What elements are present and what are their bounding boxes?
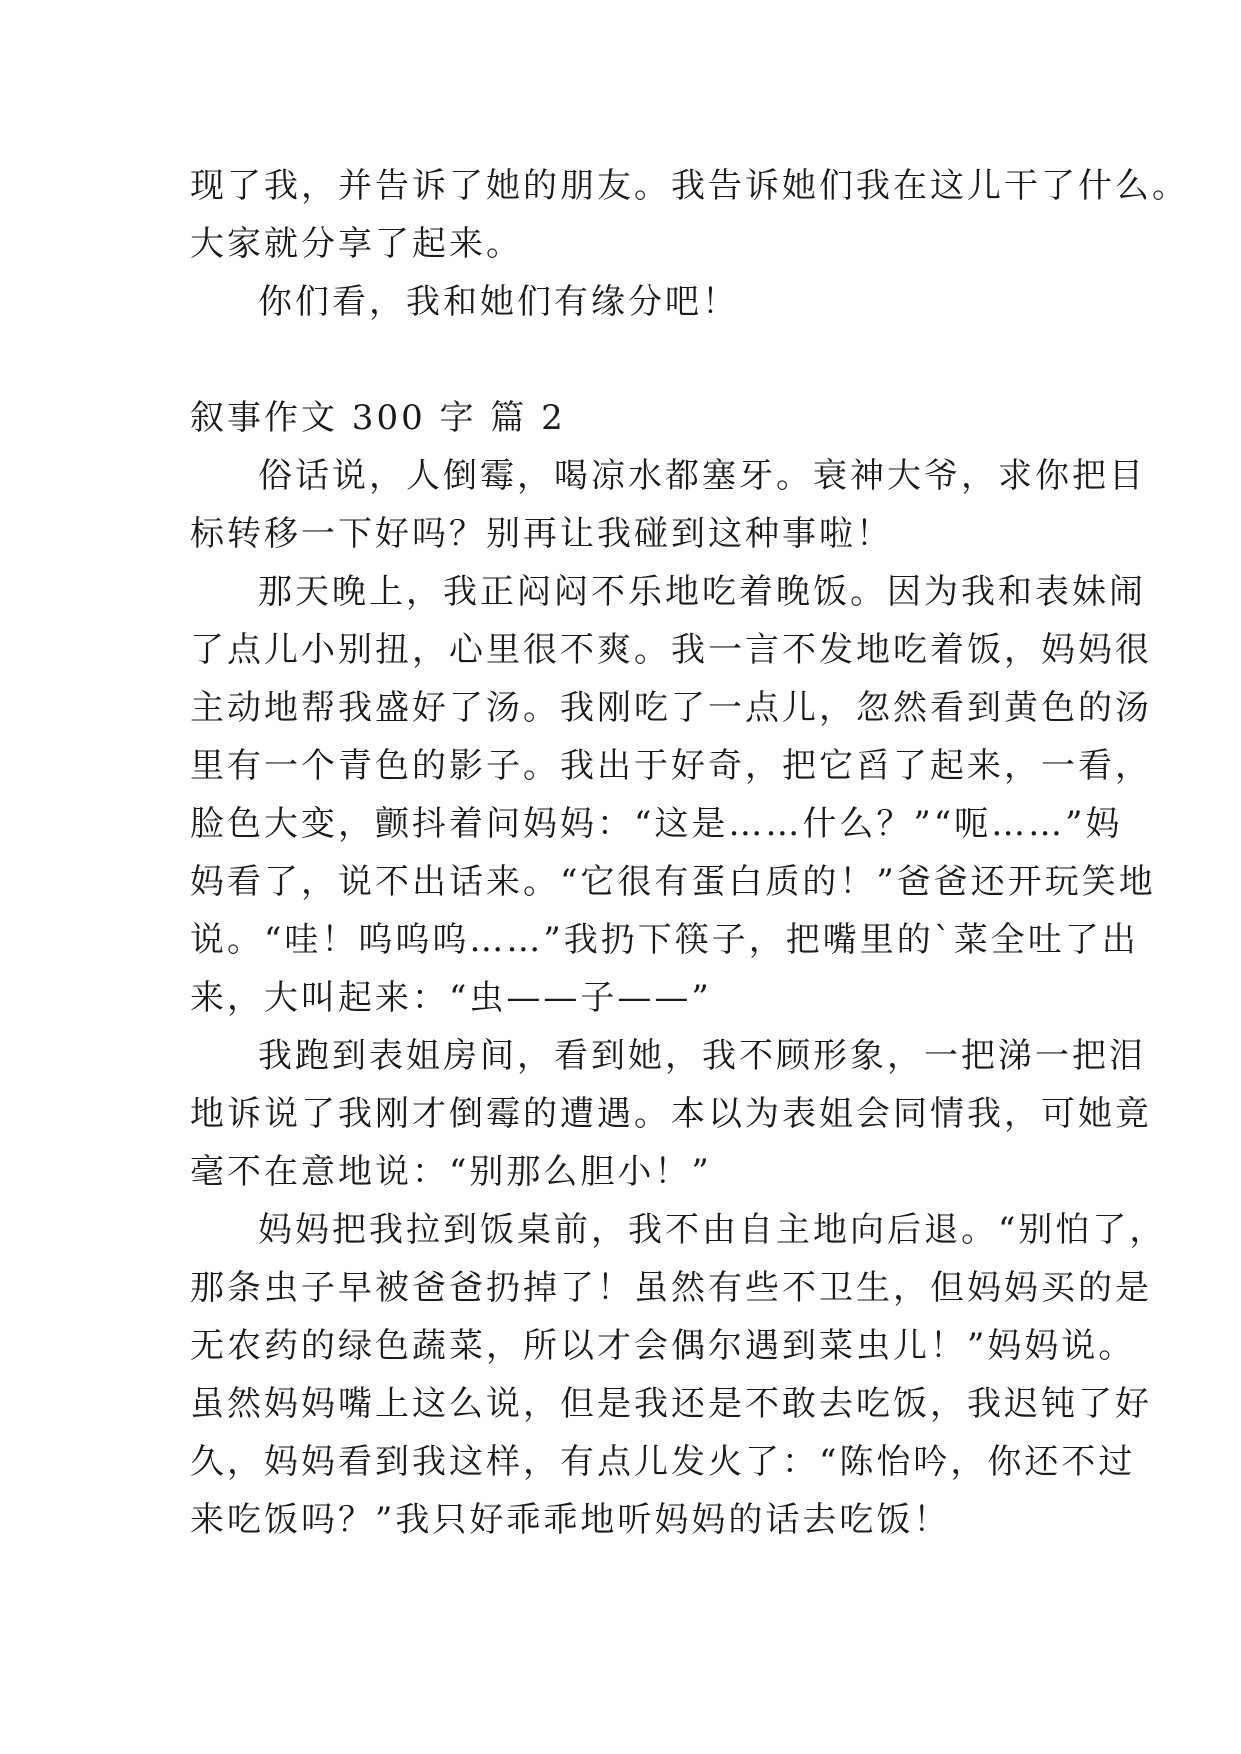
text-line-6: 标转移一下好吗？别再让我碰到这种事啦！ (190, 514, 893, 554)
text-line-23: 来吃饭吗？”我只好乖乖地听妈妈的话去吃饭！ (190, 1500, 951, 1540)
text-line-20: 无农药的绿色蔬菜，所以才会偶尔遇到菜虫儿！”妈妈说。 (190, 1326, 1136, 1366)
text-line-10: 里有一个青色的影子。我出于好奇，把它舀了起来，一看， (190, 746, 1152, 786)
text-line-8: 了点儿小别扭，心里很不爽。我一言不发地吃着饭，妈妈很 (190, 630, 1152, 670)
text-line-22: 久，妈妈看到我这样，有点儿发火了：“陈怡吟，你还不过 (190, 1442, 1136, 1482)
text-line-2: 大家就分享了起来。 (190, 224, 523, 264)
text-line-21: 虽然妈妈嘴上这么说，但是我还是不敢去吃饭，我迟钝了好 (190, 1384, 1152, 1424)
text-line-1: 现了我，并告诉了她的朋友。我告诉她们我在这儿干了什么。 (190, 166, 1189, 206)
text-line-13: 说。“哇！呜呜呜……”我扔下筷子，把嘴里的`菜全吐了出 (190, 920, 1139, 960)
paragraph-closing: 你们看，我和她们有缘分吧！ (258, 282, 739, 322)
text-line-15: 我跑到表姐房间，看到她，我不顾形象，一把涕一把泪 (258, 1036, 1146, 1076)
text-line-14: 来，大叫起来：“虫——子——” (190, 978, 712, 1018)
text-line-18: 妈妈把我拉到饭桌前，我不由自主地向后退。“别怕了， (258, 1210, 1167, 1250)
text-line-12: 妈看了，说不出话来。“它很有蛋白质的！”爸爸还开玩笑地 (190, 862, 1156, 902)
text-line-7: 那天晚上，我正闷闷不乐地吃着晚饭。因为我和表妹闹 (258, 572, 1146, 612)
text-line-17: 毫不在意地说：“别那么胆小！” (190, 1152, 712, 1192)
section-heading: 叙事作文 300 字 篇 2 (190, 398, 566, 438)
text-line-11: 脸色大变，颤抖着问妈妈：“这是……什么？”“呃……”妈 (190, 804, 1123, 844)
text-line-9: 主动地帮我盛好了汤。我刚吃了一点儿，忽然看到黄色的汤 (190, 688, 1152, 728)
text-line-19: 那条虫子早被爸爸扔掉了！虽然有些不卫生，但妈妈买的是 (190, 1268, 1152, 1308)
text-line-16: 地诉说了我刚才倒霉的遭遇。本以为表姐会同情我，可她竟 (190, 1094, 1152, 1134)
text-line-5: 俗话说，人倒霉，喝凉水都塞牙。衰神大爷，求你把目 (258, 456, 1146, 496)
